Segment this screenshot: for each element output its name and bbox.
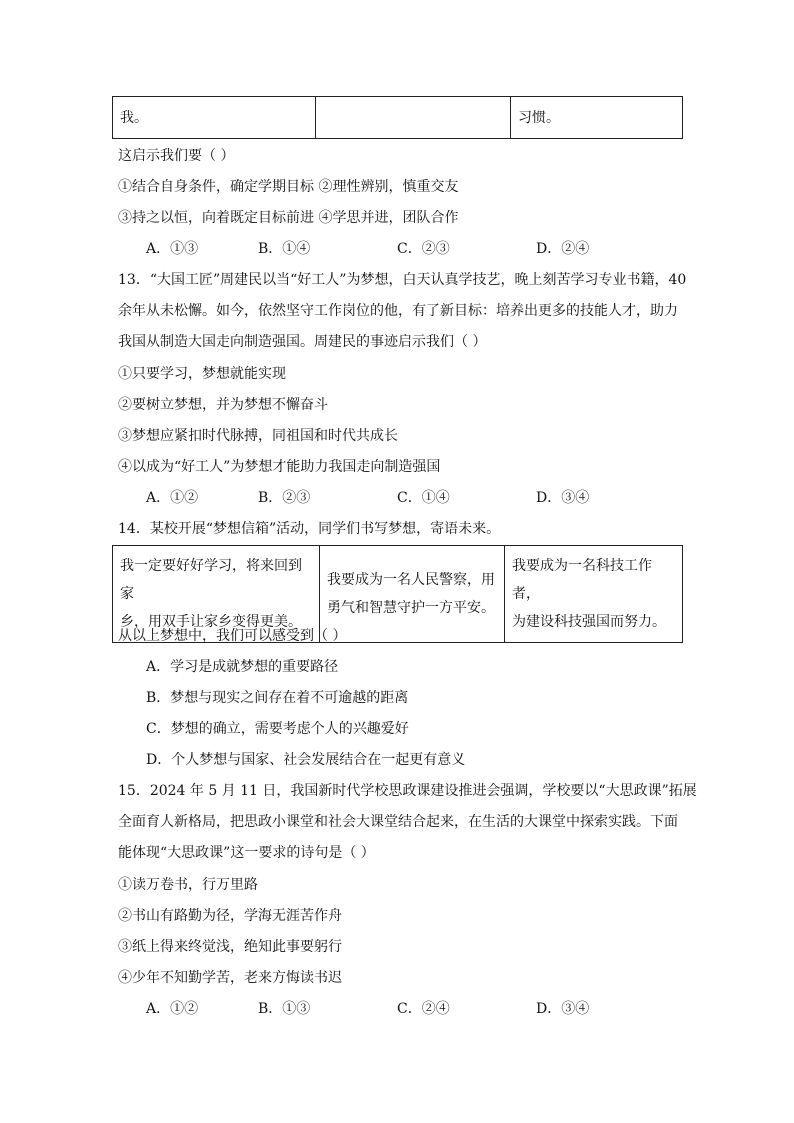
q15-item-3: ③纸上得来终觉浅，绝知此事要躬行 xyxy=(118,939,342,955)
q15-item-4: ④少年不知勤学苦，老来方悔读书迟 xyxy=(118,970,342,986)
q13-option-a[interactable]: A．①② xyxy=(146,490,199,506)
q13-item-3: ③梦想应紧扣时代脉搏，同祖国和时代共成长 xyxy=(118,428,398,444)
q15-stem-line-3: 能体现“大思政课”这一要求的诗句是（ ） xyxy=(118,845,375,861)
q13-stem-line-3: 我国从制造大国走向制造强国。周建民的事迹启示我们（ ） xyxy=(118,334,487,350)
q13-option-d[interactable]: D．③④ xyxy=(536,490,590,506)
q12-item-2: ③持之以恒，向着既定目标前进 ④学思并进，团队合作 xyxy=(118,210,459,226)
dream-cell-3-line-2: 为建设科技强国而努力。 xyxy=(512,614,666,630)
q13-stem-line-1: 13．“大国工匠”周建民以当“好工人”为梦想，白天认真学技艺，晚上刻苦学习专业书籍，40 xyxy=(118,272,687,288)
dream-cell-2-line-1: 我要成为一名人民警察，用 xyxy=(327,572,495,588)
top-table-cell-3: 习惯。 xyxy=(511,97,683,139)
dream-cell-2-line-2: 勇气和智慧守护一方平安。 xyxy=(327,600,495,616)
q15-option-b[interactable]: B．①③ xyxy=(258,1001,311,1017)
q12-item-1: ①结合自身条件，确定学期目标 ②理性辨别，慎重交友 xyxy=(118,179,459,195)
q15-option-d[interactable]: D．③④ xyxy=(536,1001,590,1017)
q13-stem-line-2: 余年从未松懈。如今，依然坚守工作岗位的他，有了新目标：培养出更多的技能人才，助力 xyxy=(118,303,678,319)
q12-option-d[interactable]: D．②④ xyxy=(536,241,590,257)
q12-option-b[interactable]: B．①④ xyxy=(258,241,311,257)
top-table xyxy=(112,96,683,139)
q14-option-d[interactable]: D．个人梦想与国家、社会发展结合在一起更有意义 xyxy=(146,752,466,768)
dream-cell-2 xyxy=(320,546,505,643)
q15-stem-line-2: 全面育人新格局，把思政小课堂和社会大课堂结合起来，在生活的大课堂中探索实践。下面 xyxy=(118,814,678,830)
q15-option-a[interactable]: A．①② xyxy=(146,1001,199,1017)
q13-item-4: ④以成为“好工人”为梦想才能助力我国走向制造强国 xyxy=(118,459,441,475)
q12-option-c[interactable]: C．②③ xyxy=(397,241,450,257)
q12-option-a[interactable]: A．①③ xyxy=(146,241,199,257)
q14-option-b[interactable]: B．梦想与现实之间存在着不可逾越的距离 xyxy=(146,690,409,706)
q14-option-a[interactable]: A．学习是成就梦想的重要路径 xyxy=(146,659,339,675)
q12-stem: 这启示我们要（ ） xyxy=(118,148,235,164)
q14-stem: 14．某校开展“梦想信箱”活动，同学们书写梦想，寄语未来。 xyxy=(118,521,501,537)
dream-cell-3 xyxy=(505,546,683,643)
q15-option-c[interactable]: C．②④ xyxy=(397,1001,450,1017)
q14-question: 从以上梦想中，我们可以感受到（ ） xyxy=(118,628,347,644)
q15-item-2: ②书山有路勤为径，学海无涯苦作舟 xyxy=(118,908,342,924)
q13-option-b[interactable]: B．②③ xyxy=(258,490,311,506)
top-table-cell-1: 我。 xyxy=(113,97,316,139)
dream-cell-1-line-2: 乡，用双手让家乡变得更美。 xyxy=(120,614,302,630)
dream-cell-3-line-1: 我要成为一名科技工作者， xyxy=(512,558,652,602)
q13-item-1: ①只要学习，梦想就能实现 xyxy=(118,366,286,382)
top-table-cell-2 xyxy=(316,97,511,139)
q15-stem-line-1: 15．2024 年 5 月 11 日，我国新时代学校思政课建设推进会强调，学校要以“大思政课”拓展 xyxy=(118,783,697,799)
dream-cell-1-line-1: 我一定要好好学习，将来回到家 xyxy=(120,558,302,602)
q15-item-1: ①读万卷书，行万里路 xyxy=(118,877,258,893)
q13-option-c[interactable]: C．①④ xyxy=(397,490,450,506)
q13-item-2: ②要树立梦想，并为梦想不懈奋斗 xyxy=(118,397,328,413)
q14-option-c[interactable]: C．梦想的确立，需要考虑个人的兴趣爱好 xyxy=(146,721,409,737)
